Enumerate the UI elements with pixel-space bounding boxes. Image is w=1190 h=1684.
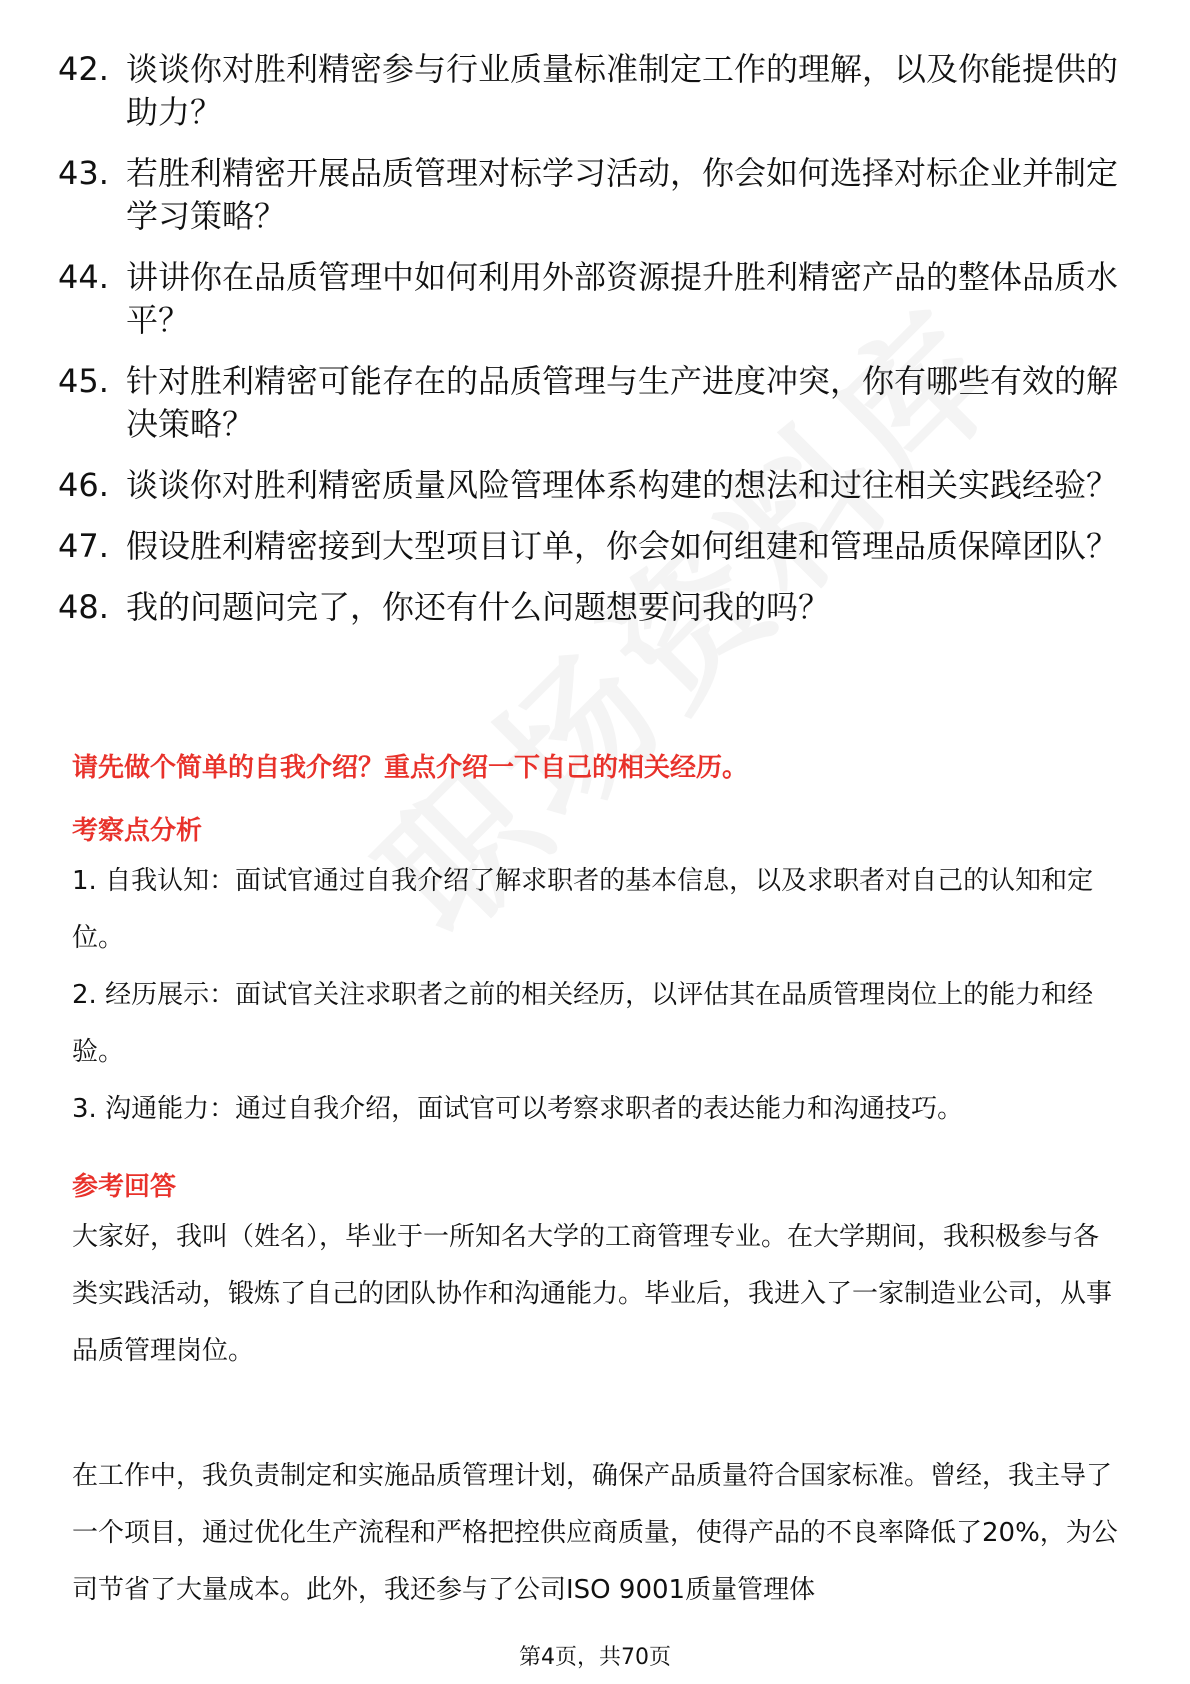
question-item: [58, 48, 1118, 134]
answer-paragraph: 在工作中，我负责制定和实施品质管理计划，确保产品质量符合国家标准。曾经，我主导了一个项目，通过优化生产流程和严格把控供应商质量，使得产品的不良率降低了20%，为公司节省了大量成本。此外，我还参与了公司ISO 9001质量管理体: [72, 1461, 1118, 1605]
question-number: 42.: [58, 50, 109, 88]
question-item: [58, 464, 1118, 507]
answer-title: 参考回答: [72, 1172, 177, 1202]
question-text: 假设胜利精密接到大型项目订单，你会如何组建和管理品质保障团队？: [126, 527, 1119, 565]
answer-section: [72, 1169, 1120, 1619]
question-number: 43.: [58, 154, 109, 192]
question-text: 针对胜利精密可能存在的品质管理与生产进度冲突，你有哪些有效的解决策略？: [126, 362, 1119, 443]
question-number: 44.: [58, 258, 109, 296]
question-number: 46.: [58, 466, 109, 504]
highlight-question-section: [72, 750, 1120, 786]
question-item: [58, 586, 1118, 629]
question-item: [58, 525, 1118, 568]
analysis-title: 考察点分析: [72, 816, 203, 846]
highlight-question: 请先做个简单的自我介绍？重点介绍一下自己的相关经历。: [72, 753, 749, 783]
question-item: [58, 152, 1118, 238]
question-text: 谈谈你对胜利精密参与行业质量标准制定工作的理解，以及你能提供的助力？: [126, 50, 1119, 131]
question-text: 讲讲你在品质管理中如何利用外部资源提升胜利精密产品的整体品质水平？: [126, 258, 1119, 339]
question-number: 47.: [58, 527, 109, 565]
question-text: 若胜利精密开展品质管理对标学习活动，你会如何选择对标企业并制定学习策略？: [126, 154, 1119, 235]
page-footer: 第4页，共70页: [519, 1645, 671, 1670]
question-item: [58, 360, 1118, 446]
question-text: 我的问题问完了，你还有什么问题想要问我的吗？: [126, 588, 831, 626]
analysis-point: 1. 自我认知：面试官通过自我介绍了解求职者的基本信息，以及求职者对自己的认知和定位。: [72, 866, 1094, 953]
question-number: 48.: [58, 588, 109, 626]
question-text: 谈谈你对胜利精密质量风险管理体系构建的想法和过往相关实践经验？: [126, 466, 1119, 504]
question-item: [58, 256, 1118, 342]
answer-paragraph: 大家好，我叫（姓名），毕业于一所知名大学的工商管理专业。在大学期间，我积极参与各类实践活动，锻炼了自己的团队协作和沟通能力。毕业后，我进入了一家制造业公司，从事品质管理岗位。: [72, 1222, 1113, 1366]
analysis-points: [72, 853, 1120, 1138]
analysis-section: [72, 813, 1120, 1138]
analysis-point: 3. 沟通能力：通过自我介绍，面试官可以考察求职者的表达能力和沟通技巧。: [72, 1094, 964, 1124]
analysis-point: 2. 经历展示：面试官关注求职者之前的相关经历，以评估其在品质管理岗位上的能力和经验。: [72, 980, 1094, 1067]
question-list: [58, 48, 1118, 647]
question-number: 45.: [58, 362, 109, 400]
